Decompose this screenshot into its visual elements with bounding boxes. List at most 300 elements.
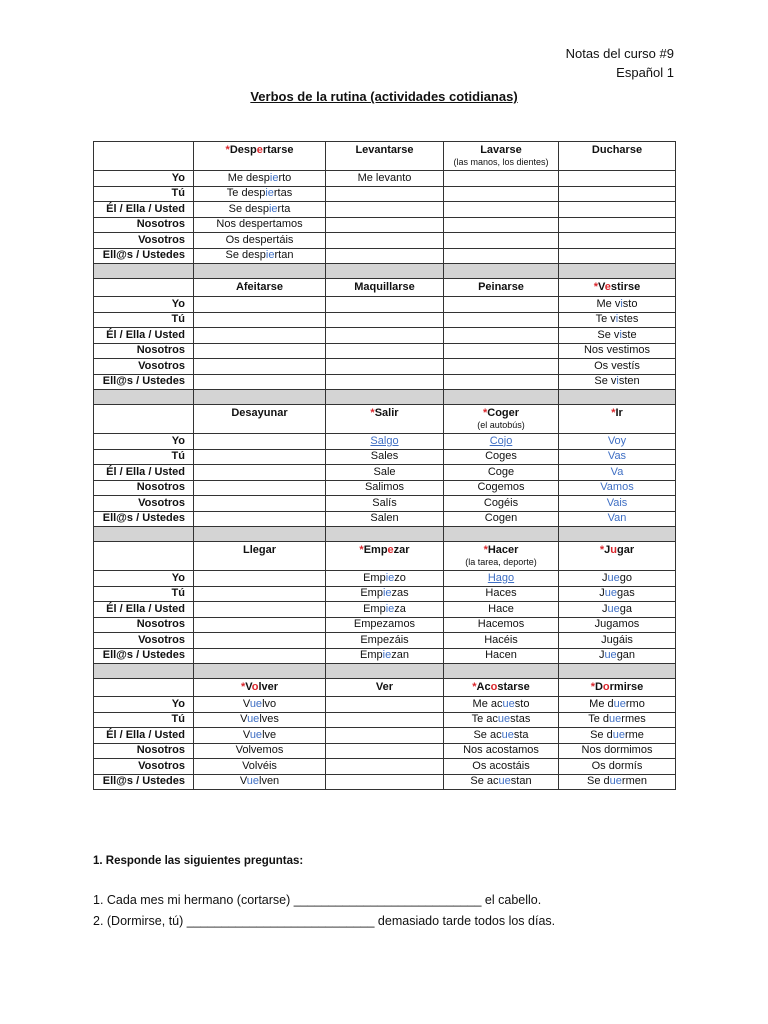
exercise-question-2: 2. (Dormirse, tú) ___________________________ demasiado tarde todos los días. [93, 914, 556, 928]
verb-infinitive [326, 405, 444, 434]
conjugation-cell [444, 434, 559, 450]
text-segment: D [594, 681, 603, 693]
conjugation-cell [326, 571, 444, 587]
text-segment: Me d [589, 697, 614, 710]
text-segment: Sale [373, 465, 396, 478]
conjugation-cell [559, 571, 676, 587]
conjugation-row [94, 774, 676, 790]
highlighted-letters: e [387, 544, 394, 556]
pronoun-label: Él / Ella / Usted [94, 328, 194, 344]
conjugation-cell [326, 633, 444, 649]
highlighted-letters: ie [269, 171, 279, 184]
conjugation-row [94, 374, 676, 390]
conjugation-cell [559, 171, 676, 187]
highlighted-letters: i [615, 313, 619, 326]
highlighted-letters: o [251, 681, 259, 693]
section-separator [94, 664, 676, 679]
text-segment: Salimos [364, 481, 405, 494]
conjugation-cell [326, 202, 444, 218]
irregular-star-icon: * [225, 144, 230, 156]
conjugation-row [94, 465, 676, 481]
conjugation-row [94, 359, 676, 375]
verb-infinitive [194, 142, 326, 171]
conjugation-row [94, 743, 676, 759]
text-segment: Emp [360, 587, 383, 600]
conjugation-cell [444, 571, 559, 587]
text-segment: zas [391, 587, 409, 600]
highlighted-letters: ie [382, 587, 392, 600]
conjugation-cell [444, 774, 559, 790]
pronoun-label: Nosotros [94, 343, 194, 359]
verb-infinitive [326, 279, 444, 297]
pronoun-label: Tú [94, 586, 194, 602]
irregular-star-icon: * [593, 281, 599, 293]
course-note-number: Notas del curso #9 [565, 46, 674, 61]
highlighted-letters: ie [385, 571, 395, 584]
highlighted-letters: ue [607, 571, 620, 584]
pronoun-label: Él / Ella / Usted [94, 465, 194, 481]
verb-infinitive [326, 142, 444, 171]
separator-cell [326, 664, 444, 679]
conjugation-cell [194, 759, 326, 775]
highlighted-letters: i [619, 328, 622, 341]
pronoun-label: Vosotros [94, 359, 194, 375]
corner-cell [94, 679, 194, 697]
text-segment: lves [259, 713, 279, 726]
pronoun-label: Nosotros [94, 217, 194, 233]
verb-infinitive [326, 679, 444, 697]
text-segment: Salir [374, 407, 399, 419]
separator-cell [559, 390, 676, 405]
pronoun-label: Yo [94, 171, 194, 187]
conjugation-row [94, 312, 676, 328]
conjugation-cell [444, 712, 559, 728]
separator-cell [444, 664, 559, 679]
irregular-star-icon: * [483, 544, 488, 556]
separator-cell [194, 527, 326, 542]
conjugation-cell [194, 586, 326, 602]
conjugation-cell [194, 648, 326, 664]
text-segment: Volvemos [235, 744, 284, 757]
conjugation-cell [194, 359, 326, 375]
conjugation-cell [559, 743, 676, 759]
pronoun-label: Él / Ella / Usted [94, 202, 194, 218]
conjugation-cell [559, 617, 676, 633]
irregular-star-icon: * [370, 407, 375, 419]
text-segment: Se d [590, 728, 613, 741]
text-segment: Salís [372, 496, 397, 509]
text-segment: Te desp [226, 187, 266, 200]
conjugation-cell [194, 728, 326, 744]
highlighted-letters: e [604, 281, 611, 293]
text-segment: Desayunar [231, 407, 288, 419]
text-segment: stas [510, 713, 531, 726]
text-segment: go [619, 571, 632, 584]
text-segment: Empezáis [360, 633, 409, 646]
highlighted-letters: ue [607, 602, 620, 615]
separator-cell [94, 664, 194, 679]
text-segment: J [602, 602, 608, 615]
text-segment: rmo [625, 697, 645, 710]
verb-header-row [94, 279, 676, 297]
highlighted-letters: ue [612, 728, 625, 741]
pronoun-label: Nosotros [94, 743, 194, 759]
highlighted-letters: ue [604, 649, 617, 662]
highlighted-letters: Vais [606, 496, 628, 509]
text-segment: J [598, 649, 605, 662]
text-segment: lver [258, 681, 279, 693]
conjugation-row [94, 217, 676, 233]
text-segment: J [599, 587, 605, 600]
conjugation-cell [326, 496, 444, 512]
text-segment: Peinarse [478, 281, 524, 293]
conjugation-cell [326, 233, 444, 249]
text-segment: V [240, 713, 248, 726]
text-segment: zan [391, 649, 409, 662]
text-segment: Llegar [242, 544, 276, 556]
text-segment: stes [618, 313, 639, 326]
text-segment: Se desp [228, 202, 269, 215]
conjugation-cell [559, 449, 676, 465]
conjugation-cell [444, 728, 559, 744]
text-segment: V [239, 775, 247, 788]
conjugation-row [94, 202, 676, 218]
conjugation-cell [559, 496, 676, 512]
text-segment: Nos vestimos [583, 344, 651, 357]
highlighted-letters: i [616, 375, 619, 388]
text-segment: Afeitarse [235, 281, 284, 293]
conjugation-cell [444, 480, 559, 496]
conjugation-row [94, 434, 676, 450]
highlighted-letters: o [602, 681, 610, 693]
text-segment: sten [618, 375, 640, 388]
text-segment: Empezamos [353, 618, 416, 631]
text-segment: lvo [262, 697, 277, 710]
conjugation-cell [326, 171, 444, 187]
verb-infinitive [444, 405, 559, 434]
conjugation-cell [444, 374, 559, 390]
conjugation-cell [444, 359, 559, 375]
text-segment: Nos dormimos [581, 744, 653, 757]
text-segment: Os dormís [591, 759, 643, 772]
conjugation-cell [559, 728, 676, 744]
text-segment: Hacéis [484, 633, 518, 646]
text-segment: Lavarse [480, 144, 522, 156]
highlighted-letters: e [256, 144, 263, 156]
text-segment: Hacer [487, 544, 519, 556]
text-segment: stirse [610, 281, 641, 293]
corner-cell [94, 142, 194, 171]
conjugation-cell [444, 233, 559, 249]
pronoun-label: Tú [94, 312, 194, 328]
conjugation-row [94, 496, 676, 512]
conjugation-cell [444, 648, 559, 664]
conjugation-cell [194, 374, 326, 390]
highlighted-letters: Va [610, 465, 624, 478]
pronoun-label: Yo [94, 297, 194, 313]
conjugation-row [94, 728, 676, 744]
text-segment: Os acostáis [472, 759, 530, 772]
text-segment: rme [624, 728, 644, 741]
conjugation-cell [559, 248, 676, 264]
text-segment: Coges [485, 450, 517, 463]
text-segment: Levantarse [355, 144, 414, 156]
text-segment: rtan [274, 249, 294, 262]
irregular-star-icon: * [590, 681, 595, 693]
highlighted-letters: ie [265, 249, 275, 262]
conjugation-cell [326, 217, 444, 233]
conjugation-cell [194, 217, 326, 233]
text-segment: Sales [370, 450, 399, 463]
text-segment: V [245, 681, 252, 693]
conjugation-cell [559, 343, 676, 359]
text-segment: Desp [229, 144, 257, 156]
conjugation-cell [559, 328, 676, 344]
text-segment: Se ac [470, 775, 499, 788]
verb-infinitive [194, 405, 326, 434]
conjugation-cell [194, 511, 326, 527]
conjugation-cell [559, 697, 676, 713]
text-segment: V [242, 697, 250, 710]
highlighted-letters: ue [249, 728, 263, 741]
text-segment: Me v [596, 297, 621, 310]
pronoun-label: Vosotros [94, 759, 194, 775]
pronoun-label: Yo [94, 697, 194, 713]
pronoun-label: Vosotros [94, 633, 194, 649]
section-separator [94, 527, 676, 542]
conjugation-row [94, 343, 676, 359]
conjugation-cell [444, 465, 559, 481]
conjugation-cell [194, 571, 326, 587]
highlighted-letters: Vas [607, 450, 627, 463]
irregular-star-icon: * [240, 681, 246, 693]
text-segment: Ir [615, 407, 623, 419]
text-segment: Haces [485, 587, 517, 600]
conjugation-cell [194, 617, 326, 633]
separator-cell [194, 390, 326, 405]
text-segment: Cogéis [483, 496, 519, 509]
text-segment: zar [393, 544, 410, 556]
conjugation-cell [444, 171, 559, 187]
conjugation-cell [326, 617, 444, 633]
highlighted-letters: ue [247, 713, 260, 726]
conjugation-row [94, 697, 676, 713]
conjugation-cell [326, 312, 444, 328]
pronoun-label: Nosotros [94, 480, 194, 496]
conjugation-cell [444, 328, 559, 344]
text-segment: starse [497, 681, 530, 693]
text-segment: Ducharse [591, 144, 643, 156]
conjugation-cell [326, 297, 444, 313]
conjugation-cell [326, 480, 444, 496]
pronoun-label: Él / Ella / Usted [94, 602, 194, 618]
text-segment: Volvéis [242, 759, 277, 772]
corner-cell [94, 405, 194, 434]
highlighted-letters: ue [501, 728, 514, 741]
corner-cell [94, 279, 194, 297]
conjugation-cell [559, 602, 676, 618]
conjugation-cell [444, 633, 559, 649]
text-segment: Salen [370, 512, 399, 525]
verb-header-row [94, 542, 676, 571]
text-segment: sta [513, 728, 529, 741]
text-segment: zo [394, 571, 406, 584]
text-segment: rta [277, 202, 291, 215]
highlighted-letters: ue [502, 697, 515, 710]
conjugation-cell [194, 297, 326, 313]
verb-infinitive [559, 679, 676, 697]
conjugation-cell [194, 328, 326, 344]
pronoun-label: Tú [94, 712, 194, 728]
text-segment: lven [259, 775, 280, 788]
conjugation-cell [326, 374, 444, 390]
conjugation-cell [326, 648, 444, 664]
text-segment: Emp [360, 649, 383, 662]
pronoun-label: Tú [94, 186, 194, 202]
text-segment: gar [617, 544, 635, 556]
text-segment: Maquillarse [354, 281, 415, 293]
highlighted-letters: ue [604, 587, 617, 600]
conjugation-cell [559, 511, 676, 527]
conjugation-cell [194, 496, 326, 512]
pronoun-label: Ell@s / Ustedes [94, 511, 194, 527]
verb-infinitive [444, 542, 559, 571]
pronoun-label: Yo [94, 571, 194, 587]
conjugation-cell [444, 759, 559, 775]
verb-infinitive [559, 405, 676, 434]
corner-cell [94, 542, 194, 571]
text-segment: Os vestís [594, 359, 640, 372]
verb-note: (el autobús) [477, 420, 525, 430]
separator-cell [326, 390, 444, 405]
highlighted-letters: Salgo [370, 434, 399, 447]
verb-infinitive [444, 142, 559, 171]
separator-cell [444, 527, 559, 542]
conjugation-cell [559, 186, 676, 202]
conjugation-row [94, 511, 676, 527]
separator-cell [194, 264, 326, 279]
separator-cell [194, 664, 326, 679]
conjugation-row [94, 617, 676, 633]
conjugation-cell [326, 697, 444, 713]
conjugation-cell [444, 511, 559, 527]
text-segment: J [602, 571, 608, 584]
separator-cell [94, 264, 194, 279]
text-segment: ste [621, 328, 637, 341]
section-separator [94, 264, 676, 279]
verb-infinitive [194, 279, 326, 297]
text-segment: Hace [488, 602, 514, 615]
highlighted-letters: ue [613, 697, 626, 710]
highlighted-letters: Vamos [600, 481, 634, 494]
conjugation-cell [326, 434, 444, 450]
text-segment: Me ac [472, 697, 503, 710]
conjugation-row [94, 328, 676, 344]
conjugation-cell [194, 480, 326, 496]
conjugation-cell [559, 648, 676, 664]
text-segment: rto [278, 171, 292, 184]
conjugation-cell [194, 774, 326, 790]
conjugation-cell [194, 712, 326, 728]
conjugation-row [94, 759, 676, 775]
irregular-star-icon: * [611, 407, 616, 419]
pronoun-label: Yo [94, 434, 194, 450]
text-segment: za [394, 602, 406, 615]
conjugation-cell [326, 248, 444, 264]
verb-header-row [94, 142, 676, 171]
text-segment: Se d [587, 775, 610, 788]
text-segment: stan [510, 775, 532, 788]
highlighted-letters: ue [249, 697, 263, 710]
pronoun-label: Vosotros [94, 233, 194, 249]
text-segment: rtas [273, 187, 293, 200]
text-segment: Emp [363, 602, 386, 615]
conjugation-cell [559, 312, 676, 328]
text-segment: Jugamos [594, 618, 640, 631]
conjugation-cell [194, 743, 326, 759]
conjugation-cell [326, 759, 444, 775]
text-segment: Emp [363, 544, 388, 556]
verb-note: (la tarea, deporte) [465, 557, 537, 567]
conjugation-cell [194, 465, 326, 481]
conjugation-cell [444, 697, 559, 713]
text-segment: Emp [363, 571, 386, 584]
verb-infinitive [559, 542, 676, 571]
verb-infinitive [444, 679, 559, 697]
conjugation-cell [559, 586, 676, 602]
conjugation-cell [326, 328, 444, 344]
text-segment: gas [617, 587, 635, 600]
text-segment: ga [619, 602, 632, 615]
conjugation-cell [326, 343, 444, 359]
separator-cell [94, 390, 194, 405]
conjugation-cell [194, 202, 326, 218]
text-segment: Ac [476, 681, 491, 693]
conjugation-cell [444, 602, 559, 618]
conjugation-cell [444, 186, 559, 202]
conjugation-row [94, 648, 676, 664]
highlighted-letters: Voy [607, 434, 627, 447]
conjugation-cell [326, 186, 444, 202]
text-segment: Coger [487, 407, 520, 419]
conjugation-row [94, 233, 676, 249]
text-segment: Ver [375, 681, 394, 693]
text-segment: lve [262, 728, 277, 741]
conjugation-cell [444, 496, 559, 512]
conjugation-cell [326, 586, 444, 602]
conjugation-row [94, 571, 676, 587]
highlighted-letters: i [620, 297, 623, 310]
conjugation-cell [559, 712, 676, 728]
verb-infinitive [559, 279, 676, 297]
highlighted-letters: u [610, 544, 617, 556]
text-segment: Cogemos [477, 481, 525, 494]
irregular-star-icon: * [472, 681, 477, 693]
section-separator [94, 390, 676, 405]
text-segment: Se ac [473, 728, 502, 741]
irregular-star-icon: * [482, 407, 488, 419]
conjugation-cell [194, 434, 326, 450]
conjugation-cell [559, 633, 676, 649]
highlighted-letters: Van [607, 512, 627, 525]
conjugation-row [94, 171, 676, 187]
conjugation-cell [559, 774, 676, 790]
conjugation-cell [194, 697, 326, 713]
conjugation-cell [559, 217, 676, 233]
text-segment: Me levanto [357, 171, 412, 184]
conjugation-row [94, 186, 676, 202]
conjugation-cell [326, 712, 444, 728]
